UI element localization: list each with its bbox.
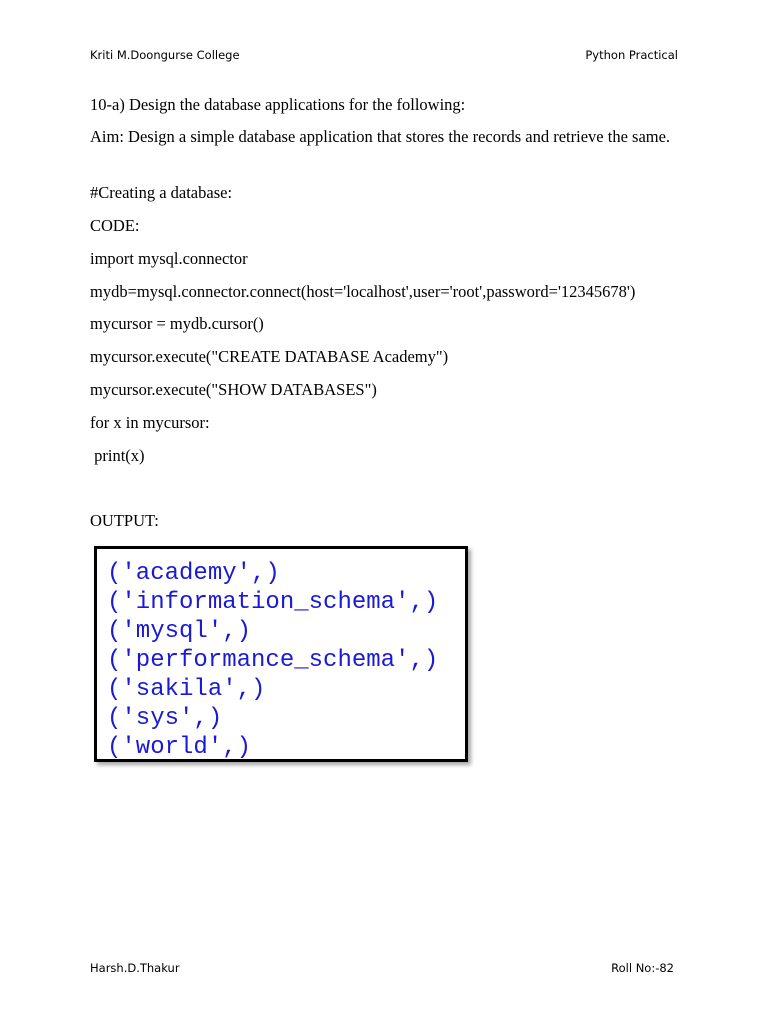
section-heading: #Creating a database: xyxy=(90,183,233,202)
footer-roll-number: Roll No:-82 xyxy=(611,961,674,975)
output-line: ('performance_schema',) xyxy=(107,647,439,674)
code-line: print(x) xyxy=(90,446,145,465)
code-line: mycursor.execute("CREATE DATABASE Academy") xyxy=(90,347,449,366)
output-label: OUTPUT: xyxy=(90,511,159,530)
code-line: mydb=mysql.connector.connect(host='localhost',user='root',password='12345678') xyxy=(90,282,636,301)
code-line: mycursor.execute("SHOW DATABASES") xyxy=(90,380,377,399)
header-subject: Python Practical xyxy=(585,48,678,62)
question-heading: 10-a) Design the database applications for the following: xyxy=(90,95,466,114)
output-screenshot xyxy=(94,546,468,762)
output-line: ('academy',) xyxy=(107,560,280,587)
aim-text: Aim: Design a simple database application that stores the records and retrieve the same. xyxy=(90,127,671,146)
output-line: ('sakila',) xyxy=(107,676,266,703)
output-line: ('world',) xyxy=(107,734,252,761)
code-line: for x in mycursor: xyxy=(90,413,210,432)
code-line: import mysql.connector xyxy=(90,249,248,268)
output-line: ('mysql',) xyxy=(107,618,252,645)
output-line: ('sys',) xyxy=(107,705,223,732)
output-line: ('information_schema',) xyxy=(107,589,439,616)
footer-author: Harsh.D.Thakur xyxy=(90,961,180,975)
code-label: CODE: xyxy=(90,216,140,235)
header-college: Kriti M.Doongurse College xyxy=(90,48,240,62)
code-line: mycursor = mydb.cursor() xyxy=(90,314,264,333)
